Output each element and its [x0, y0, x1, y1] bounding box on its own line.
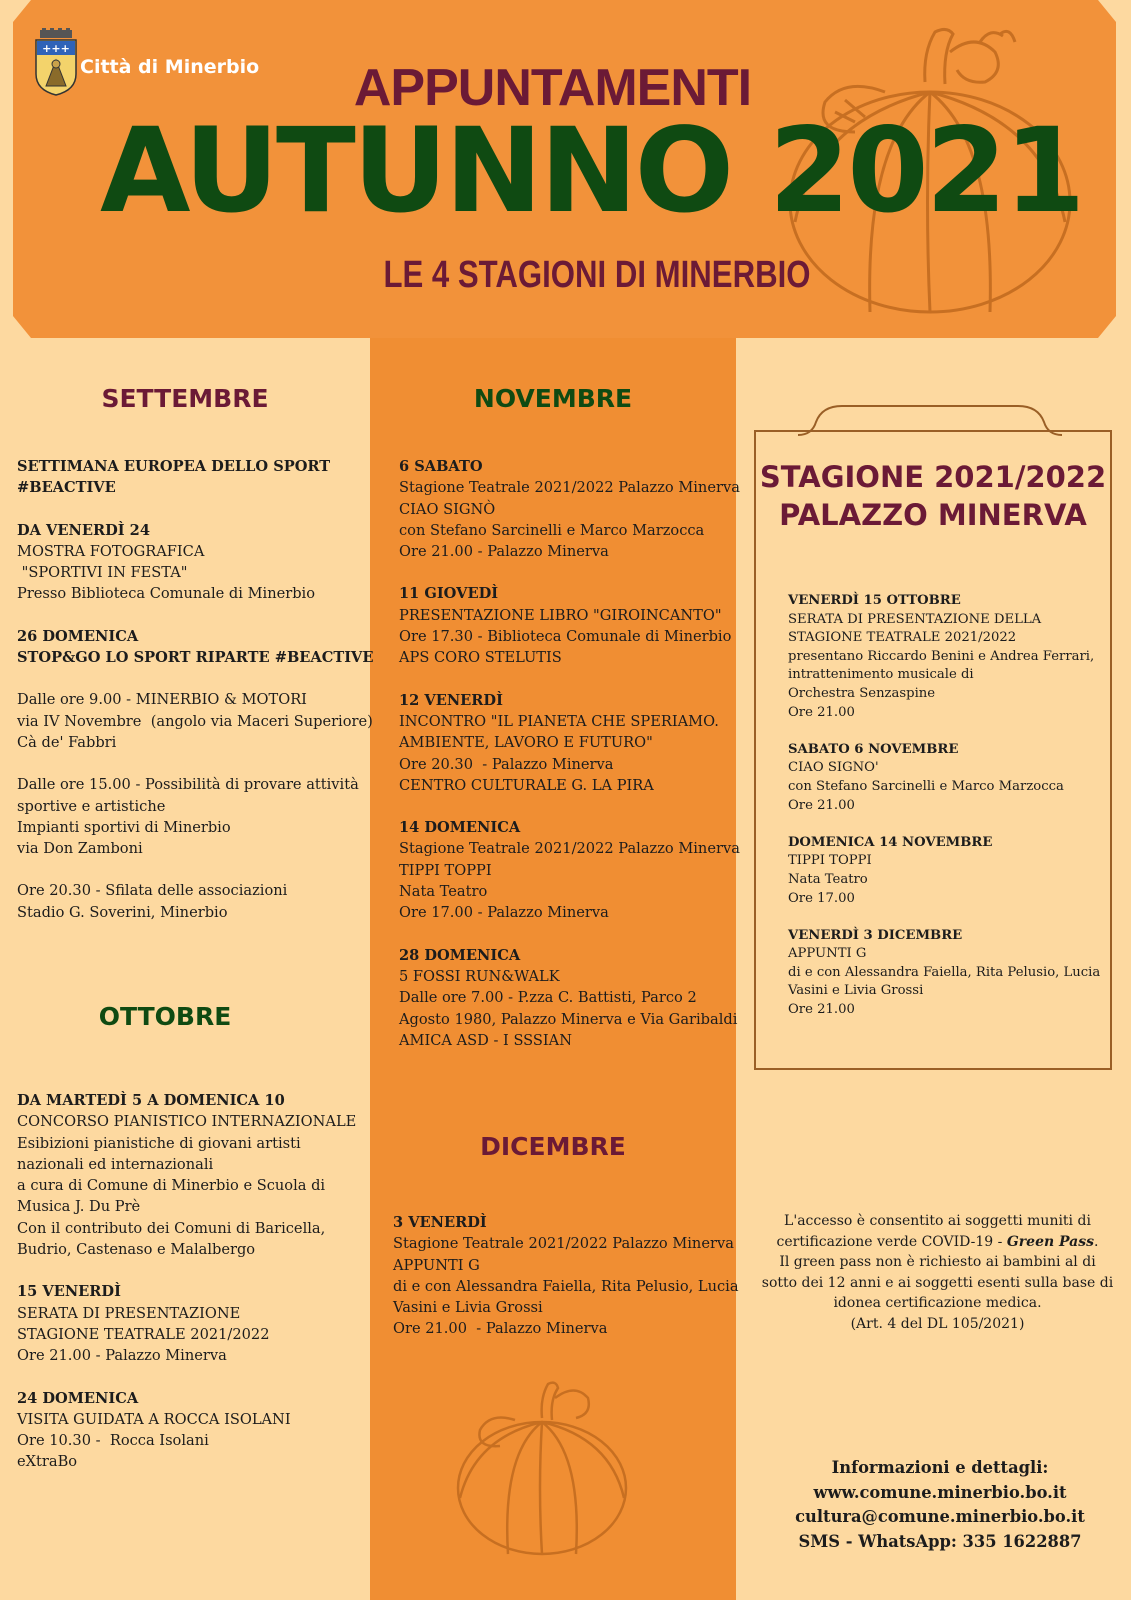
website-link[interactable]: www.comune.minerbio.bo.it	[813, 1482, 1067, 1502]
event-line: SERATA DI PRESENTAZIONE DELLA	[788, 611, 1042, 627]
stagione-title	[754, 458, 1112, 534]
event-title: VENERDÌ 3 DICEMBRE	[788, 927, 963, 943]
event-line: SERATA DI PRESENTAZIONE	[17, 1304, 241, 1322]
heading-dicembre: DICEMBRE	[480, 1132, 626, 1161]
green-pass-note	[760, 1211, 1115, 1335]
event-line: Agosto 1980, Palazzo Minerva e Via Garibaldi	[399, 1010, 738, 1028]
event-line: Dalle ore 15.00 - Possibilità di provare attività	[17, 776, 359, 794]
ottobre-events	[17, 1090, 356, 1494]
event-line: AMICA ASD - I SSSIAN	[399, 1031, 572, 1049]
event-line: di e con Alessandra Faiella, Rita Pelusio, Lucia	[393, 1277, 739, 1295]
event-line: STAGIONE TEATRALE 2021/2022	[17, 1325, 270, 1343]
dicembre-events	[393, 1212, 739, 1361]
event-line: Stagione Teatrale 2021/2022 Palazzo Minerva	[393, 1235, 734, 1253]
event-title: 26 DOMENICA	[17, 627, 139, 645]
header-line1: APPUNTAMENTI	[353, 59, 752, 117]
event-line: sportive e artistiche	[17, 797, 166, 815]
event	[788, 834, 1100, 908]
stagione-title-line: PALAZZO MINERVA	[779, 498, 1087, 532]
event-line: via Don Zamboni	[17, 840, 143, 858]
event-line: eXtraBo	[17, 1453, 78, 1471]
event-line: PRESENTAZIONE LIBRO "GIROINCANTO"	[399, 606, 722, 624]
note-line: .	[1094, 1233, 1099, 1250]
note-line: idonea certificazione medica.	[833, 1295, 1042, 1312]
event-line: TIPPI TOPPI	[788, 853, 872, 869]
event	[399, 583, 740, 668]
event-title: 3 VENERDÌ	[393, 1214, 487, 1231]
event	[17, 456, 374, 499]
city-crest-icon	[34, 28, 78, 96]
note-line: (Art. 4 del DL 105/2021)	[850, 1315, 1025, 1332]
event-line: Esibizioni pianistiche di giovani artisti	[17, 1134, 301, 1152]
green-pass-emphasis: Green Pass	[1006, 1233, 1095, 1250]
event-title: SABATO 6 NOVEMBRE	[788, 741, 959, 757]
event-line: Ore 20.30 - Palazzo Minerva	[399, 755, 614, 773]
event	[17, 689, 374, 753]
novembre-events	[399, 456, 740, 1072]
event-title: VENERDÌ 15 OTTOBRE	[788, 593, 961, 608]
event-line: Ore 20.30 - Sfilata delle associazioni	[17, 882, 288, 900]
event	[788, 741, 1100, 815]
heading-novembre: NOVEMBRE	[473, 384, 633, 413]
svg-text:+++: +++	[42, 42, 70, 55]
settembre-events	[17, 456, 374, 944]
note-line: certificazione verde COVID-19 -	[776, 1233, 1007, 1250]
event	[17, 1090, 356, 1260]
heading-settembre: SETTEMBRE	[101, 384, 269, 413]
note-line: sotto dei 12 anni e ai soggetti esenti sulla base di	[761, 1274, 1114, 1291]
event-title: 12 VENERDÌ	[399, 691, 503, 709]
event-line: Ore 21.00	[788, 1002, 855, 1018]
event-line: Ore 21.00 - Palazzo Minerva	[17, 1347, 227, 1365]
event-line: Dalle ore 9.00 - MINERBIO & MOTORI	[17, 691, 307, 709]
event-line: Nata Teatro	[788, 871, 868, 887]
event-line: Ore 17.00 - Palazzo Minerva	[399, 904, 609, 922]
page-subtitle: LE 4 STAGIONI DI MINERBIO	[383, 254, 811, 296]
event-line: nazionali ed internazionali	[17, 1155, 214, 1173]
event-line: di e con Alessandra Faiella, Rita Pelusio, Lucia	[788, 964, 1101, 980]
event-line: Dalle ore 7.00 - P.zza C. Battisti, Parco 2	[399, 989, 697, 1007]
event-title: DA MARTEDÌ 5 A DOMENICA 10	[17, 1092, 285, 1109]
info-label: Informazioni e dettagli:	[831, 1458, 1049, 1477]
event-line: Ore 17.30 - Biblioteca Comunale di Minerbio	[399, 628, 732, 646]
event-line: 5 FOSSI RUN&WALK	[399, 967, 560, 985]
event-title: 15 VENERDÌ	[17, 1283, 121, 1301]
event-title: 28 DOMENICA	[399, 946, 521, 964]
event-line: Stagione Teatrale 2021/2022 Palazzo Minerva	[399, 840, 740, 858]
event-line: Stagione Teatrale 2021/2022 Palazzo Minerva	[399, 479, 740, 497]
event	[17, 1388, 356, 1473]
city-name: Città di Minerbio	[80, 56, 260, 78]
event-line: Orchestra Senzaspine	[788, 685, 936, 701]
stagione-title-line: STAGIONE 2021/2022	[759, 460, 1107, 494]
sms-whatsapp-number: SMS - WhatsApp: 335 1622887	[798, 1531, 1082, 1551]
event	[17, 520, 374, 605]
event	[788, 927, 1100, 1020]
event	[393, 1212, 739, 1340]
event-line: Stadio G. Soverini, Minerbio	[17, 903, 228, 921]
event-title: 11 GIOVEDÌ	[399, 585, 499, 603]
event-line: CONCORSO PIANISTICO INTERNAZIONALE	[17, 1113, 357, 1131]
event	[17, 626, 374, 669]
event-line: via IV Novembre (angolo via Maceri Superiore)	[17, 712, 373, 730]
event-line: STAGIONE TEATRALE 2021/2022	[788, 630, 1017, 646]
event-line: Vasini e Livia Grossi	[393, 1299, 543, 1317]
event-title: 24 DOMENICA	[17, 1389, 139, 1407]
event-line: Musica J. Du Prè	[17, 1198, 141, 1216]
event-title: DOMENICA 14 NOVEMBRE	[788, 834, 993, 850]
event-line: Ore 17.00	[788, 890, 855, 906]
event-title: DA VENERDÌ 24	[17, 521, 150, 539]
event-line: intrattenimento musicale di	[788, 667, 974, 683]
event-line: presentano Riccardo Benini e Andrea Ferrari,	[788, 648, 1095, 664]
event-line: Ore 10.30 - Rocca Isolani	[17, 1432, 209, 1450]
event	[399, 456, 740, 562]
note-line: Il green pass non è richiesto ai bambini al di	[779, 1254, 1096, 1271]
event-line: INCONTRO "IL PIANETA CHE SPERIAMO.	[399, 712, 719, 730]
note-line: L'accesso è consentito ai soggetti muniti di	[784, 1213, 1091, 1229]
event-line: APPUNTI G	[788, 946, 867, 962]
event-line: Ore 21.00 - Palazzo Minerva	[393, 1320, 608, 1338]
event	[788, 592, 1100, 722]
event-line: Cà de' Fabbri	[17, 733, 117, 751]
event-line: TIPPI TOPPI	[399, 861, 492, 879]
event-line: "SPORTIVI IN FESTA"	[17, 564, 188, 582]
heading-ottobre: OTTOBRE	[98, 1002, 232, 1031]
event-line: Ore 21.00	[788, 704, 855, 720]
email-link[interactable]: cultura@comune.minerbio.bo.it	[795, 1507, 1085, 1527]
event	[17, 774, 374, 859]
event-line: STOP&GO LO SPORT RIPARTE #BEACTIVE	[17, 649, 374, 667]
event-line: AMBIENTE, LAVORO E FUTURO"	[399, 734, 653, 752]
stagione-events	[788, 592, 1100, 1020]
event-line: #BEACTIVE	[17, 479, 116, 497]
event-line: Con il contributo dei Comuni di Baricella,	[17, 1219, 326, 1237]
event-title: 6 SABATO	[399, 458, 483, 475]
event	[399, 690, 740, 796]
event-line: VISITA GUIDATA A ROCCA ISOLANI	[17, 1410, 291, 1428]
event-line: Vasini e Livia Grossi	[788, 983, 924, 999]
event-line: CENTRO CULTURALE G. LA PIRA	[399, 776, 654, 794]
contact-info	[780, 1456, 1100, 1554]
event-title: 14 DOMENICA	[399, 819, 521, 837]
event-line: MOSTRA FOTOGRAFICA	[17, 542, 205, 560]
event-line: con Stefano Sarcinelli e Marco Marzocca	[399, 521, 705, 539]
event-line: Budrio, Castenaso e Malalbergo	[17, 1241, 256, 1259]
event-line: CIAO SIGNO'	[788, 760, 879, 776]
event	[17, 880, 374, 923]
event-line: APPUNTI G	[393, 1256, 480, 1274]
page-title: AUTUNNO 2021	[100, 102, 1083, 239]
event-line: CIAO SIGNÒ	[399, 500, 496, 518]
pumpkin-illustration-icon	[450, 1378, 635, 1558]
event-line: a cura di Comune di Minerbio e Scuola di	[17, 1177, 326, 1195]
event	[399, 945, 740, 1051]
event	[399, 817, 740, 923]
event-line: Impianti sportivi di Minerbio	[17, 818, 231, 836]
event-line: Ore 21.00 - Palazzo Minerva	[399, 543, 609, 561]
event-title: SETTIMANA EUROPEA DELLO SPORT	[17, 458, 331, 475]
event-line: Nata Teatro	[399, 883, 488, 901]
event-line: APS CORO STELUTIS	[399, 649, 562, 667]
event	[17, 1281, 356, 1366]
event-line: Presso Biblioteca Comunale di Minerbio	[17, 585, 316, 603]
event-line: Ore 21.00	[788, 797, 855, 813]
event-line: con Stefano Sarcinelli e Marco Marzocca	[788, 778, 1064, 794]
